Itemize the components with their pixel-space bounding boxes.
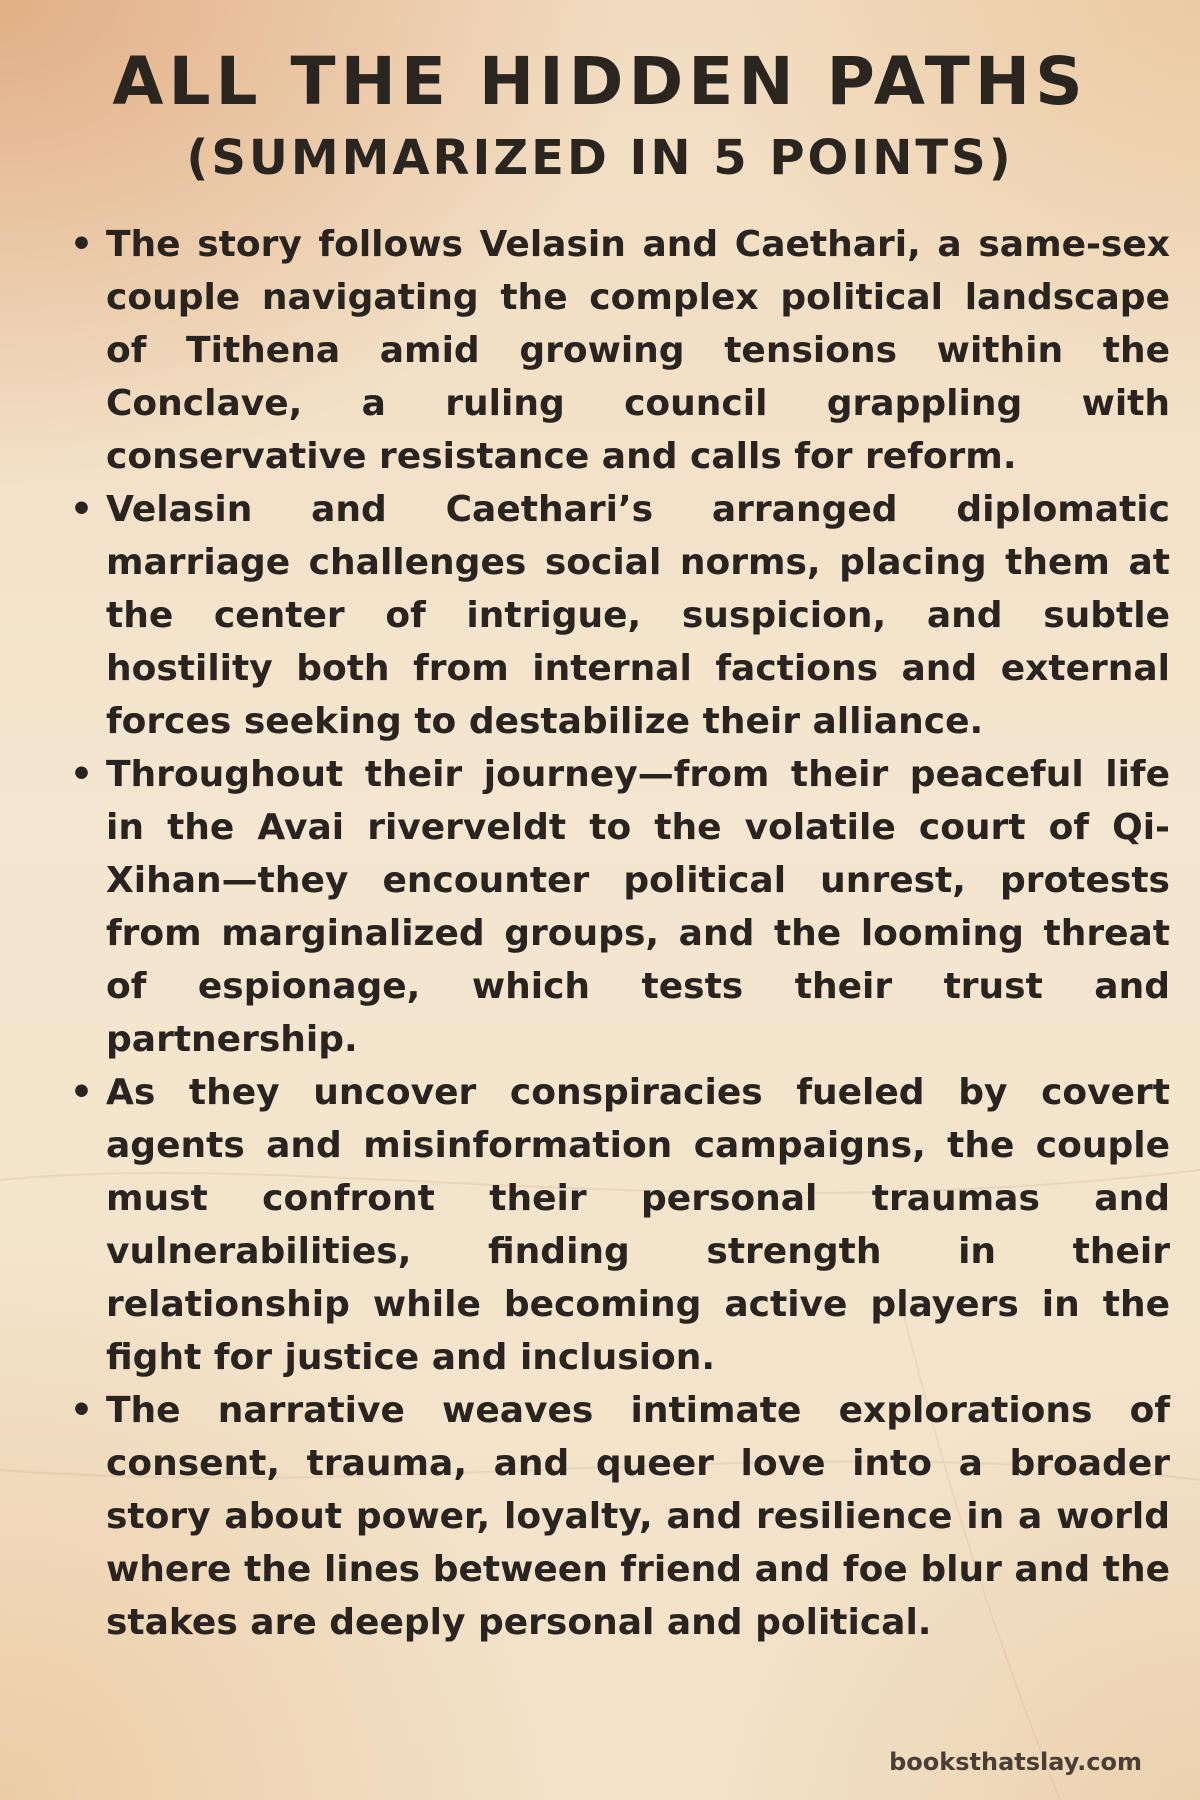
bullet-icon: • [70,1390,94,1431]
summary-list [68,218,1170,1649]
site-watermark: booksthatslay.com [889,1748,1142,1776]
bullet-icon: • [70,489,94,530]
bullet-icon: • [70,1072,94,1113]
list-item-text: Velasin and Caethari’s arranged diplomatic marriage challenges social norms, placing them at the center of intrigue, suspicion, and subtle hostility both from internal factions and external forces seeking to destabilize their alliance. [106,489,1170,742]
bullet-icon: • [70,224,94,265]
list-item-text: The narrative weaves intimate explorations of consent, trauma, and queer love into a broader story about power, loyalty, and resilience in a world where the lines between friend and foe blur and the stakes are deeply personal and political. [106,1390,1170,1643]
list-item-text: Throughout their journey—from their peaceful life in the Avai riverveldt to the volatile court of Qi-Xihan—they encounter political unrest, protests from marginalized groups, and the looming threat of espionage, which tests their trust and partnership. [106,754,1170,1060]
list-item-text: As they uncover conspiracies fueled by covert agents and misinformation campaigns, the couple must confront their personal traumas and vulnerabilities, finding strength in their relationship while becoming active players in the fight for justice and inclusion. [106,1072,1170,1378]
list-item [68,748,1170,1066]
page-subtitle: (SUMMARIZED IN 5 POINTS) [186,130,1014,186]
page-title: ALL THE HIDDEN PATHS [112,43,1088,120]
list-item [68,1384,1170,1649]
list-item [68,218,1170,483]
title-block [0,38,1200,190]
bullet-icon: • [70,754,94,795]
list-item [68,483,1170,748]
list-item-text: The story follows Velasin and Caethari, a same-sex couple navigating the complex political landscape of Tithena amid growing tensions within the Conclave, a ruling council grappling with conservative resistance and calls for reform. [106,224,1170,477]
list-item [68,1066,1170,1384]
